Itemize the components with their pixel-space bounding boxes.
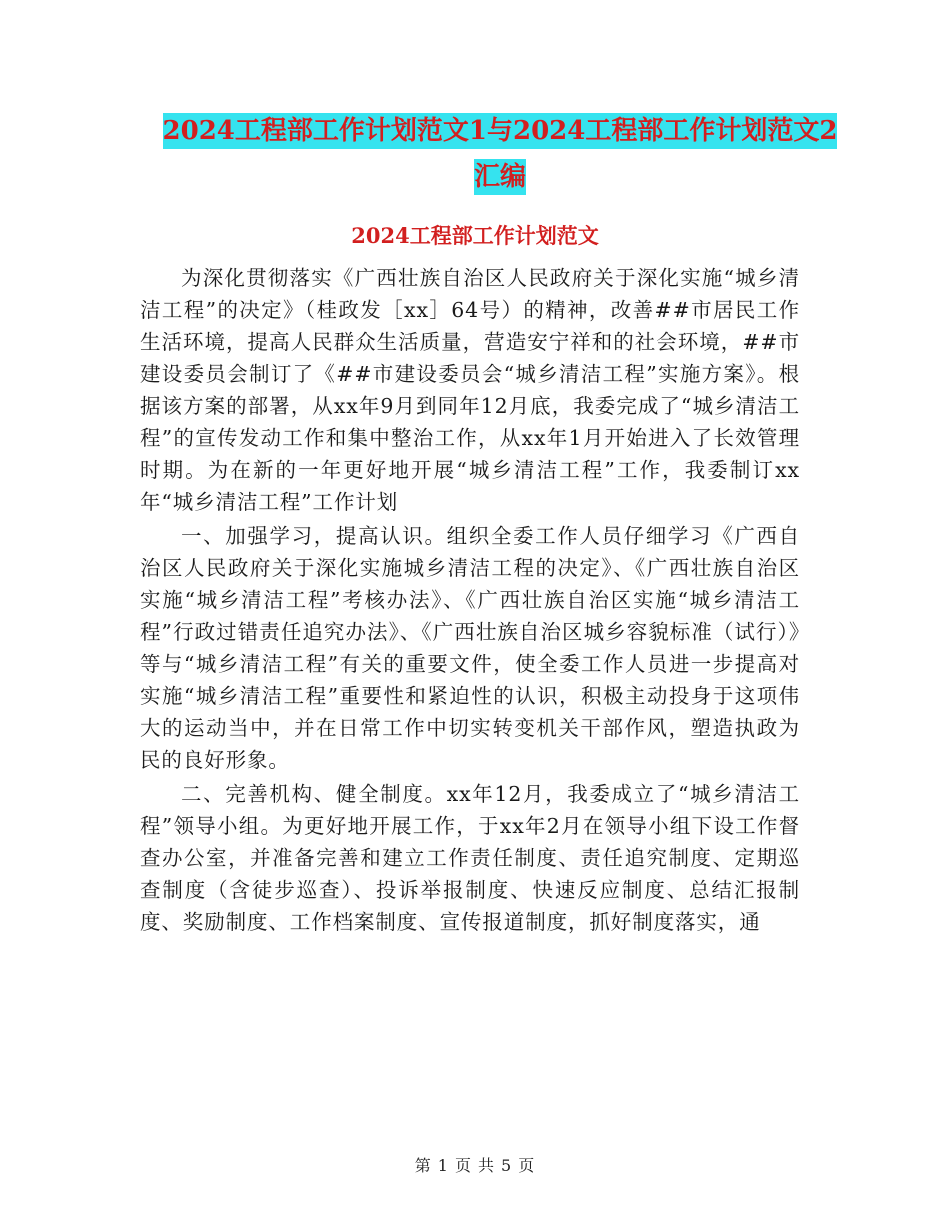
footer-middle: 页 共 xyxy=(454,1156,496,1175)
footer-total-pages: 5 xyxy=(501,1156,513,1175)
paragraph-study: 一、加强学习，提高认识。组织全委工作人员仔细学习《广西自治区人民政府关于深化实施城乡清洁工程的决定》、《广西壮族自治区实施“城乡清洁工程”考核办法》、《广西壮族自治区实施“城乡清洁工程”行政过错责任追究办法》、《广西壮族自治区城乡容貌标准（试行）》等与“城乡清洁工程”有关的重要文件，使全委工作人员进一步提高对实施“城乡清洁工程”重要性和紧迫性的认识，积极主动投身于这项伟大的运动当中，并在日常工作中切实转变机关干部作风，塑造执政为民的良好形象。 xyxy=(140,524,800,772)
footer-suffix: 页 xyxy=(518,1156,536,1175)
page-footer xyxy=(0,1155,950,1177)
footer-prefix: 第 xyxy=(414,1156,432,1175)
document-main-title xyxy=(150,108,850,200)
document-body xyxy=(140,262,800,940)
paragraph-institutions: 二、完善机构、健全制度。xx年12月，我委成立了“城乡清洁工程”领导小组。为更好地开展工作，于xx年2月在领导小组下设工作督查办公室，并准备完善和建立工作责任制度、责任追究制度、定期巡查制度（含徒步巡查）、投诉举报制度、快速反应制度、总结汇报制度、奖励制度、工作档案制度、宣传报道制度，抓好制度落实，通 xyxy=(140,782,800,934)
paragraph-intro: 为深化贯彻落实《广西壮族自治区人民政府关于深化实施“城乡清洁工程”的决定》（桂政发［xx］64号）的精神，改善##市居民工作生活环境，提高人民群众生活质量，营造安宁祥和的社会环境，##市建设委员会制订了《##市建设委员会“城乡清洁工程”实施方案》。根据该方案的部署，从xx年9月到同年12月底，我委完成了“城乡清洁工程”的宣传发动工作和集中整治工作，从xx年1月开始进入了长效管理时期。为在新的一年更好地开展“城乡清洁工程”工作，我委制订xx年“城乡清洁工程”工作计划 xyxy=(140,266,800,514)
main-title-highlight: 2024工程部工作计划范文1与2024工程部工作计划范文2汇编 xyxy=(163,113,838,195)
footer-current-page: 1 xyxy=(437,1156,449,1175)
section-title: 2024工程部工作计划范文 xyxy=(351,223,599,248)
